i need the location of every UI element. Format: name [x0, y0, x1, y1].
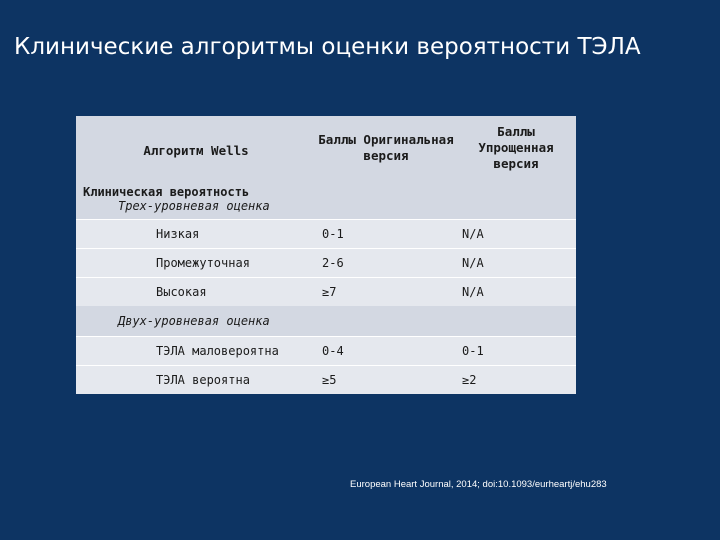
- row-simplified: ≥2: [456, 366, 576, 395]
- reference-citation: European Heart Journal, 2014; doi:10.1093/eurheartj/ehu283: [350, 479, 607, 490]
- row-label: Низкая: [76, 220, 316, 249]
- section-subtitle: Трех-уровневая оценка: [118, 199, 270, 213]
- row-label: Промежуточная: [76, 249, 316, 278]
- row-simplified: N/A: [456, 220, 576, 249]
- table-header-row: [76, 116, 576, 179]
- section-three-level: [76, 179, 576, 220]
- row-simplified: 0-1: [456, 337, 576, 366]
- row-simplified: N/A: [456, 249, 576, 278]
- wells-table: [76, 116, 576, 394]
- table-row: [76, 220, 576, 249]
- table-row: [76, 366, 576, 395]
- row-original: ≥5: [316, 366, 456, 395]
- row-original: 2-6: [316, 249, 456, 278]
- table-row: [76, 278, 576, 307]
- header-algorithm: Алгоритм Wells: [76, 116, 316, 179]
- section-two-level: [76, 306, 576, 337]
- header-simplified: Баллы Упрощенная версия: [456, 116, 576, 179]
- section-title: Клиническая вероятность: [83, 185, 250, 199]
- table-row: [76, 337, 576, 366]
- row-label: Высокая: [76, 278, 316, 307]
- table-row: [76, 249, 576, 278]
- slide-title: Клинические алгоритмы оценки вероятности ТЭЛА: [14, 34, 641, 60]
- section-subtitle: Двух-уровневая оценка: [118, 314, 270, 328]
- row-simplified: N/A: [456, 278, 576, 307]
- row-label: ТЭЛА маловероятна: [76, 337, 316, 366]
- row-original: 0-1: [316, 220, 456, 249]
- row-label: ТЭЛА вероятна: [76, 366, 316, 395]
- row-original: ≥7: [316, 278, 456, 307]
- row-original: 0-4: [316, 337, 456, 366]
- header-original: Баллы Оригинальная версия: [316, 116, 456, 179]
